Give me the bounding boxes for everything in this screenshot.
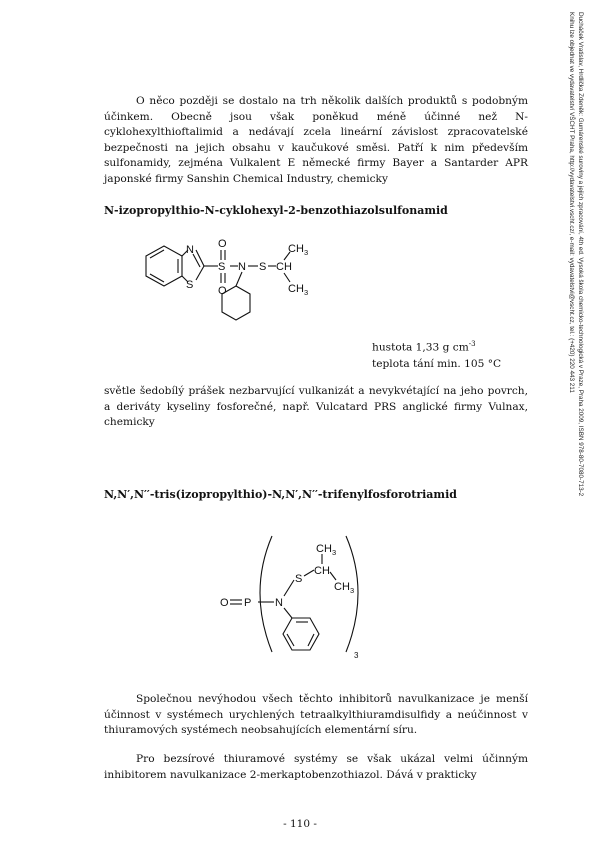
paragraph-intro: O něco později se dostalo na trh několik dalších produktů s podobným účinkem. Obecně jsou však poněkud méně účinné než N-cyklohexylthioftalimid a nedávají zcela lineární závislost zpracovatelské bezpečnosti na jejich obsahu v kaučukové směsi. Patří k nim především sulfonamidy, zejména Vulkalent E německé firmy Bayer a Santarder APR japonské firmy Sanshin Chemical Industry, chemicky (104, 95, 528, 185)
atom-ch: CH (314, 565, 330, 577)
side-citation-line-1: Ducháček Vratislav, Hrdlička Zdeněk: Gumárenské suroviny a jejich zpracování, 4th ed. Vysoká škola chemicko-technologická v Praze, Praha 2009, ISBN 978-80-7080-713-2 (577, 12, 584, 497)
atom-n-thiazole: N (186, 244, 194, 256)
compound-1-heading: N-izopropylthio-N-cyklohexyl-2-benzothiazolsulfonamid (104, 204, 448, 217)
atom-s-thio: S (259, 261, 267, 273)
compound-1-structure (118, 222, 348, 352)
atom-ch: CH (276, 261, 292, 273)
compound-2-heading: N,N′,N′′-tris(izopropylthio)-N,N′,N′′-trifenylfosforotriamid (104, 488, 457, 501)
melting-point-property: teplota tání min. 105 °C (372, 358, 502, 370)
atom-ch3-right: CH (334, 581, 350, 593)
atom-s-thiazole: S (186, 279, 194, 291)
atom-o-bottom: O (218, 285, 227, 297)
side-citation-line-2: Knihu lze objednat ve vydavatelství VŠCHT Praha, http://vydavatelstvi.vscht.cz/, e-mail: vydavatelstvi@vscht.cz, tel.: (+420) 220 443 211 (568, 12, 576, 393)
page-number: - 110 - (283, 818, 317, 830)
atom-ch3-bottom: CH (288, 283, 304, 295)
density-exponent: -3 (468, 340, 476, 348)
density-text: hustota 1,33 g cm (372, 341, 469, 354)
atom-ch3-right-sub: 3 (350, 586, 355, 595)
atom-ch3-top-sub: 3 (332, 548, 337, 557)
atom-p: P (244, 597, 252, 609)
paragraph-disadvantage: Společnou nevýhodou všech těchto inhibitorů navulkanizace je menší účinnost v systémech urychlených tetraalkylthiuramdisulfidy a neúčinnost v thiuramových systémech neobsahujících elementární síru. (104, 693, 528, 737)
atom-ch3-bottom-sub: 3 (304, 288, 309, 297)
atom-s: S (295, 573, 303, 585)
atom-o-top: O (218, 238, 227, 250)
atom-o-phosphoryl: O (220, 597, 229, 609)
atom-ch3-top: CH (288, 243, 304, 255)
atom-s-sulfonyl: S (218, 261, 226, 273)
atom-n-amide: N (238, 261, 246, 273)
atom-n: N (275, 597, 283, 609)
density-property (372, 340, 476, 354)
paragraph-mbt: Pro bezsírové thiuramové systémy se však ukázal velmi účinným inhibitorem navulkanizace 2-merkaptobenzothiazol. Dává v prakticky (104, 753, 528, 781)
compound-2-structure (218, 520, 428, 660)
atom-ch3-top: CH (316, 543, 332, 555)
side-citation (567, 12, 584, 712)
paragraph-description: světle šedobílý prášek nezbarvující vulkanizát a nevykvétající na jeho povrch, a deriváty kyseliny fosforečné, např. Vulcatard PRS anglické firmy Vulnax, chemicky (104, 385, 528, 429)
multiplier-3: 3 (354, 651, 359, 660)
atom-ch3-top-sub: 3 (304, 248, 309, 257)
